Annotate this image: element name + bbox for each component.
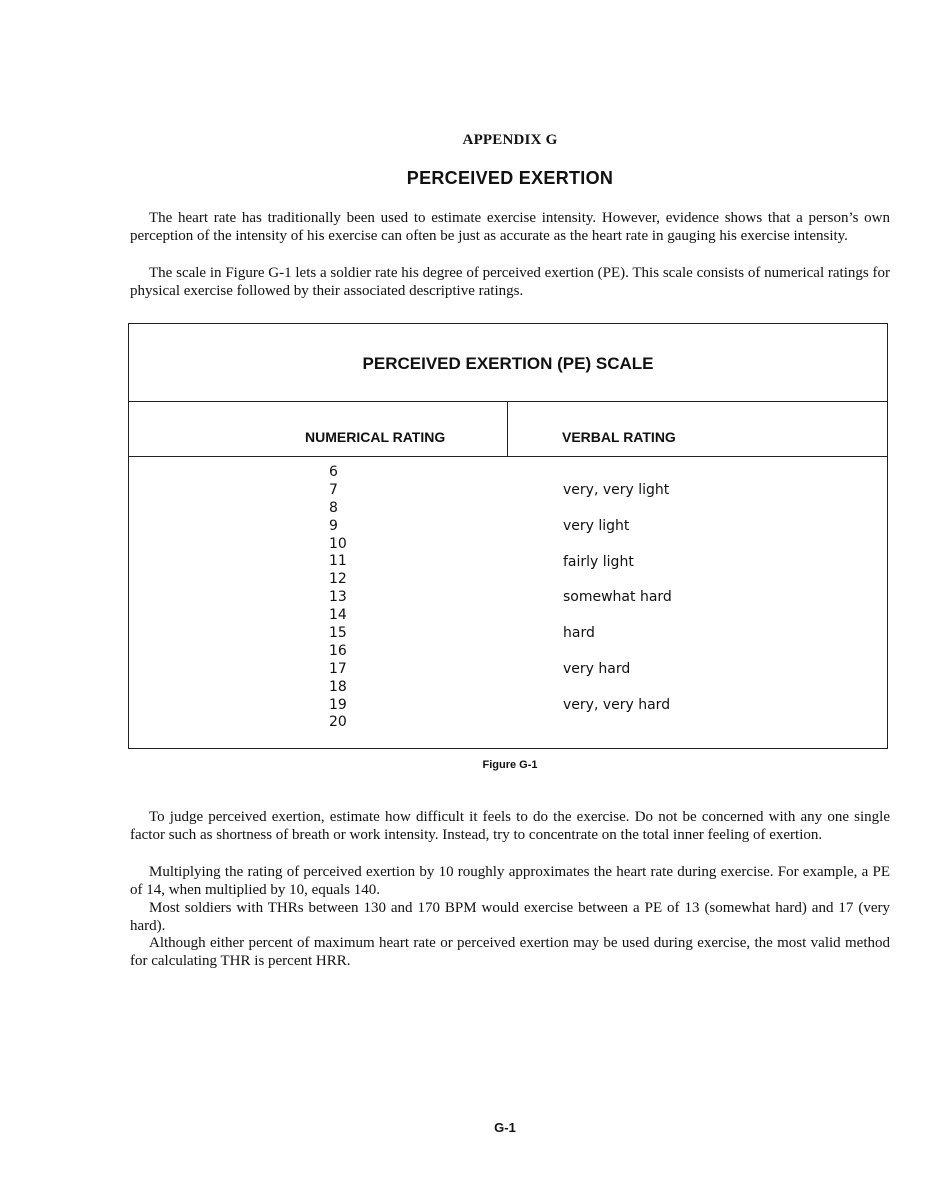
body-paragraph-1: To judge perceived exertion, estimate how difficult it feels to do the exercise. Do not be concerned with any one single factor such as shortness of breath or work intensity. Instead, try to concentrate on the total inner feeling of exertion. <box>130 809 890 843</box>
numerical-rating-list <box>329 464 379 732</box>
numerical-rating: 18 <box>329 678 347 695</box>
verbal-rating: very hard <box>563 660 631 677</box>
numerical-rating: 14 <box>329 607 347 624</box>
column-divider <box>507 402 508 457</box>
numerical-rating: 7 <box>329 481 338 498</box>
page-number: G-1 <box>494 1120 516 1135</box>
numerical-rating: 8 <box>329 499 338 516</box>
figure-caption: Figure G-1 <box>482 759 538 771</box>
verbal-rating: very, very light <box>563 482 670 498</box>
verbal-rating: hard <box>563 625 595 642</box>
verbal-rating: fairly light <box>563 553 634 570</box>
body-paragraph-4: Although either percent of maximum heart rate or perceived exertion may be used during exercise, the most valid method for calculating THR is percent HRR. <box>130 935 890 969</box>
table-title: PERCEIVED EXERTION (PE) SCALE <box>362 354 654 373</box>
intro-paragraph-2: The scale in Figure G-1 lets a soldier rate his degree of perceived exertion (PE). This scale consists of numerical ratings for physical exercise followed by their associated descriptive ratings. <box>130 265 890 299</box>
pe-scale-table <box>128 323 888 749</box>
table-header-row <box>129 402 887 457</box>
numerical-rating: 12 <box>329 571 347 588</box>
numerical-rating-header: NUMERICAL RATING <box>305 429 446 445</box>
numerical-rating: 19 <box>329 696 347 713</box>
numerical-rating: 16 <box>329 642 347 659</box>
verbal-rating: somewhat hard <box>563 589 672 606</box>
intro-paragraph-1: The heart rate has traditionally been used to estimate exercise intensity. However, evidence shows that a person’s own perception of the intensity of his exercise can often be just as accurate as the heart rate in gauging his exercise intensity. <box>130 210 890 244</box>
appendix-label: APPENDIX G <box>462 132 558 148</box>
body-paragraph-3: Most soldiers with THRs between 130 and 170 BPM would exercise between a PE of 13 (somewhat hard) and 17 (very hard). <box>130 900 890 934</box>
table-title-row <box>129 324 887 402</box>
verbal-rating-header: VERBAL RATING <box>562 429 676 445</box>
numerical-rating: 10 <box>329 535 347 552</box>
numerical-rating: 11 <box>329 553 347 570</box>
numerical-rating: 15 <box>329 625 347 642</box>
numerical-rating: 6 <box>329 464 338 480</box>
page-title: PERCEIVED EXERTION <box>406 168 614 188</box>
numerical-rating: 9 <box>329 517 338 534</box>
verbal-rating: very, very hard <box>563 696 671 713</box>
body-paragraph-2: Multiplying the rating of perceived exertion by 10 roughly approximates the heart rate during exercise. For example, a PE of 14, when multiplied by 10, equals 140. <box>130 864 890 898</box>
numerical-rating: 17 <box>329 660 347 677</box>
verbal-rating: very light <box>563 517 630 534</box>
numerical-rating: 13 <box>329 589 347 606</box>
verbal-rating-list <box>563 482 672 733</box>
numerical-rating: 20 <box>329 714 347 731</box>
